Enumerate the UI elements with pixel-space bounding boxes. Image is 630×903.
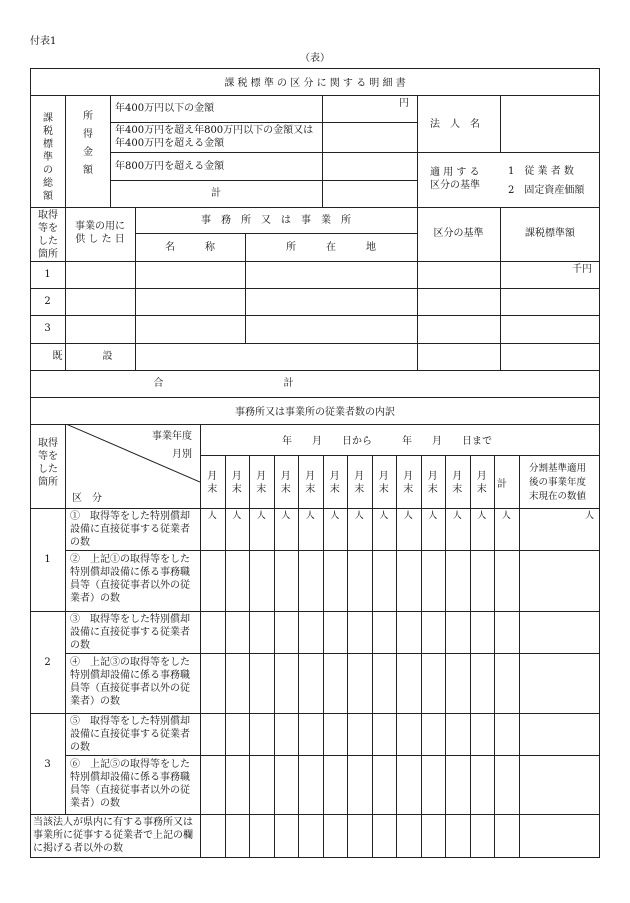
- period-text: 年 月 日から 年 月 日まで: [282, 436, 492, 447]
- basis-option-employees: 1 従 業 者 数: [508, 166, 574, 177]
- item-6: ⑥ 上記⑤の取得等をした特別償却設備に係る事務職員等（直接従事者以外の従業者）の数: [70, 759, 190, 809]
- month-end-label: 月 末: [207, 471, 218, 495]
- acquisition-place-label-2: 取得 等を した 箇所: [38, 438, 58, 488]
- month-end-label: 月 末: [305, 471, 316, 495]
- other-employees-label: 当該法人が県内に有する事務所又は事業所に従事する従業者で上記の欄に掲げる者以外の数: [33, 817, 193, 854]
- person-unit: 人: [256, 511, 266, 521]
- person-unit: 人: [232, 511, 242, 521]
- row-le400-label: 年400万円以下の金額: [115, 103, 215, 114]
- person-unit: 人: [501, 511, 511, 521]
- person-unit: 人: [330, 511, 340, 521]
- corp-name-label: 法 人 名: [430, 119, 480, 130]
- person-unit: 人: [452, 511, 462, 521]
- item-2: ② 上記①の取得等をした特別償却設備に係る事務職員等（直接従事者以外の従業者）の数: [70, 554, 190, 604]
- row-1: 1: [44, 269, 51, 280]
- row-gt800-label: 年800万円を超える金額: [115, 161, 225, 172]
- acquisition-place-label: 取得 等を した 箇所: [38, 210, 58, 260]
- group-3-number: 3: [44, 759, 51, 770]
- section1-title: 課 税 標 準 の 区 分 に 関 す る 明 細 書: [224, 78, 406, 89]
- person-unit: 人: [403, 511, 413, 521]
- document-label: 付表1: [30, 36, 57, 47]
- office-name-label: 名 称: [165, 242, 215, 253]
- person-unit: 人: [428, 511, 438, 521]
- grand-total-label: 合 計: [153, 378, 294, 389]
- existing-label: 既 設: [52, 351, 113, 362]
- month-end-label: 月 末: [354, 471, 365, 495]
- person-unit: 人: [281, 511, 291, 521]
- row-2: 2: [44, 296, 51, 307]
- category-label: 区 分: [72, 493, 102, 504]
- income-amount-label: 所 得 金 額: [83, 111, 93, 176]
- month-end-label: 月 末: [378, 471, 389, 495]
- thousand-yen-unit: 千円: [572, 264, 592, 275]
- person-unit: 人: [379, 511, 389, 521]
- monthly-label: 月別: [172, 449, 192, 460]
- row-400-800-label: 年400万円を超え年800万円以下の金額又は年400万円を超える金額: [115, 125, 314, 149]
- month-end-label: 月 末: [476, 471, 487, 495]
- front-mark: （表）: [300, 53, 330, 64]
- person-unit: 人: [207, 511, 217, 521]
- yen-unit: 円: [399, 98, 409, 109]
- basis-column-label: 区分の基準: [433, 228, 484, 239]
- basis-option-fixed-assets: 2 固定資産価額: [508, 185, 585, 196]
- sum-label: 計: [497, 479, 507, 490]
- person-unit-final: 人: [585, 511, 595, 521]
- total-amount-label: 課 税 標 準 の 総 額: [43, 113, 53, 202]
- office-label: 事 務 所 又 は 事 業 所: [201, 215, 351, 226]
- person-unit: 人: [477, 511, 487, 521]
- month-end-label: 月 末: [452, 471, 463, 495]
- month-end-label: 月 末: [280, 471, 291, 495]
- row-total-label: 計: [211, 188, 221, 199]
- month-end-label: 月 末: [256, 471, 267, 495]
- item-1: ① 取得等をした特別償却設備に直接従事する従業者の数: [70, 511, 190, 548]
- item-3: ③ 取得等をした特別償却設備に直接従事する従業者の数: [70, 614, 190, 651]
- month-end-label: 月 末: [403, 471, 414, 495]
- item-4: ④ 上記③の取得等をした特別償却設備に係る事務職員等（直接従事者以外の従業者）の数: [70, 657, 190, 707]
- group-2-number: 2: [44, 657, 51, 668]
- row-3: 3: [44, 323, 51, 334]
- person-unit: 人: [305, 511, 315, 521]
- used-date-label: 事業の用に 供 し た 日: [75, 221, 125, 245]
- month-end-label: 月 末: [427, 471, 438, 495]
- month-end-label: 月 末: [329, 471, 340, 495]
- office-location-label: 所 在 地: [286, 242, 376, 253]
- taxbase-column-label: 課税標準額: [525, 228, 575, 239]
- fiscal-year-label: 事業年度: [152, 431, 192, 442]
- section3-title: 事務所又は事業所の従業者数の内訳: [235, 407, 395, 418]
- group-1-number: 1: [44, 554, 51, 565]
- item-5: ⑤ 取得等をした特別償却設備に直接従事する従業者の数: [70, 716, 190, 753]
- month-end-label: 月 末: [231, 471, 242, 495]
- person-unit: 人: [354, 511, 364, 521]
- applied-basis-label: 適 用 す る 区分の基準: [430, 167, 480, 191]
- after-division-label: 分割基準適用 後の事業年度 末現在の数値: [528, 463, 586, 502]
